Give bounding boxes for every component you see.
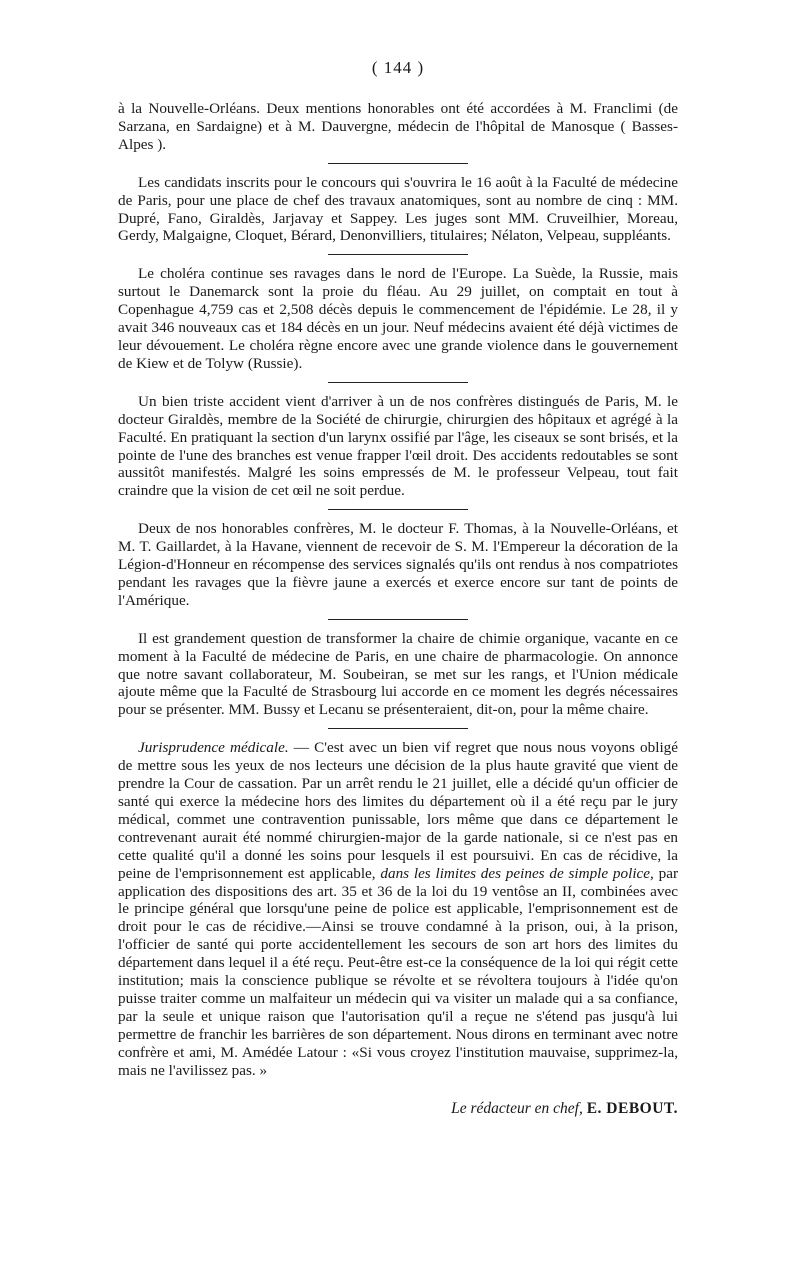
signature [118,1100,678,1118]
jurisprudence-text-b: par application des dispositions des art. 35 et 36 de la loi du 19 ventôse an II, combinées avec le principe général que lorsqu'une peine de police est applicable, l'emprisonnement est de droit pour le cas de récidive.—Ainsi se trouve condamné à la prison, oui, à la prison, l'officier de santé qui porte accidentellement les secours de son art hors des limites du département dans lequel il a été reçu. Peut-être est-ce la conséquence de la loi qui régit cette institution; mais la conscience publique se révolte et se révoltera toujours à l'idée qu'on puisse traiter comme un malfaiteur un médecin qui va visiter un malade qui a sa confiance, par la seule et unique raison que l'autorisation qu'il a reçue ne s'étend pas jusqu'à lui permettre de franchir les barrières de son département. Nous dirons en terminant avec notre confrère et ami, M. Amédée Latour : «Si vous croyez l'institution mauvaise, supprimez-la, mais ne l'avilissez pas. » [118,864,678,1079]
paragraph-cholera: Le choléra continue ses ravages dans le nord de l'Europe. La Suède, la Russie, mais surtout le Danemarck sont la proie du fléau. Au 29 juillet, on comptait en tout à Copenhague 4,759 cas et 2,508 décès depuis le commencement de l'épidémie. Le 28, il y avait 346 nouveaux cas et 184 décès en un jour. Neuf médecins avaient été déjà victimes de leur dévouement. Le choléra règne encore avec une grande violence dans le gouvernement de Kiew et de Tolyw (Russie). [118,265,678,372]
paragraph-accident: Un bien triste accident vient d'arriver à un de nos confrères distingués de Paris, M. le docteur Giraldès, membre de la Société de chirurgie, chirurgien des hôpitaux et agrégé à la Faculté. En pratiquant la section d'un larynx ossifié par l'âge, les ciseaux se sont brisés, et la pointe de l'une des branches est venue frapper l'œil droit. Des accidents redoutables se sont aussitôt manifestés. Malgré les soins empressés de M. le professeur Velpeau, tout fait craindre que la vision de cet œil ne soit perdue. [118,392,678,500]
section-divider [328,728,468,729]
jurisprudence-text-a: — C'est avec un bien vif regret que nous nous voyons obligé de mettre sous les yeux de nos lecteurs une décision de la plus haute gravité que vient de prendre la Cour de cassation. Par un arrêt rendu le 21 juillet, elle a décidé qu'un officier de santé qui exerce la médecine hors des limites du département où il a été reçu par le jury médical, commet une contravention punissable, lors même que dans ce département le contrevenant aurait été nommé chirurgien-major de la garde nationale, si ce n'est pas en cette qualité qu'il a donné les soins pour lesquels il est poursuivi. En cas de récidive, la peine de l'emprisonnement est applicable, [118,739,678,882]
section-divider [328,163,468,164]
paragraph-concours: Les candidats inscrits pour le concours qui s'ouvrira le 16 août à la Faculté de médecine de Paris, pour une place de chef des travaux anatomiques, sont au nombre de cinq : MM. Dupré, Fano, Giraldès, Jarjavay et Sappey. Les juges sont MM. Cruveilhier, Moreau, Gerdy, Malgaigne, Cloquet, Bérard, Denonvilliers, titulaires; Nélaton, Velpeau, suppléants. [118,173,678,245]
section-divider [328,382,468,383]
jurisprudence-emphasis: dans les limites des peines de simple police, [380,864,654,882]
section-divider [328,509,468,510]
section-divider [328,254,468,255]
paragraph-jurisprudence [118,739,678,1079]
signature-role: Le rédacteur en chef, [451,1099,583,1117]
paragraph-chaire-chimie: Il est grandement question de transformer la chaire de chimie organique, vacante en ce moment à la Faculté de médecine de Paris, en une chaire de pharmacologie. On annonce que notre savant collaborateur, M. Soubeiran, se met sur les rangs, et l'Union médicale ajoute même que la Faculté de Strasbourg lui accorde en ce moment les degrés nécessaires pour se présenter. MM. Bussy et Lecanu se présenteraient, dit-on, pour la même chaire. [118,629,678,719]
paragraph-continuation: à la Nouvelle-Orléans. Deux mentions honorables ont été accordées à M. Franclimi (de Sarzana, en Sardaigne) et à M. Dauvergne, médecin de l'hôpital de Manosque ( Basses-Alpes ). [118,100,678,153]
page-number: ( 144 ) [371,58,425,77]
section-divider [328,619,468,620]
paragraph-legion-honneur: Deux de nos honorables confrères, M. le docteur F. Thomas, à la Nouvelle-Orléans, et M. T. Gaillardet, à la Havane, viennent de recevoir de S. M. l'Empereur la décoration de la Légion-d'Honneur en récompense des services signalés qu'ils ont rendus à nos compatriotes pendant les ravages que la fièvre jaune a exercés et exerce encore sur tant de points de l'Amérique. [118,520,678,609]
signature-name: E. DEBOUT. [586,1099,678,1117]
jurisprudence-heading: Jurisprudence médicale. [138,739,289,757]
